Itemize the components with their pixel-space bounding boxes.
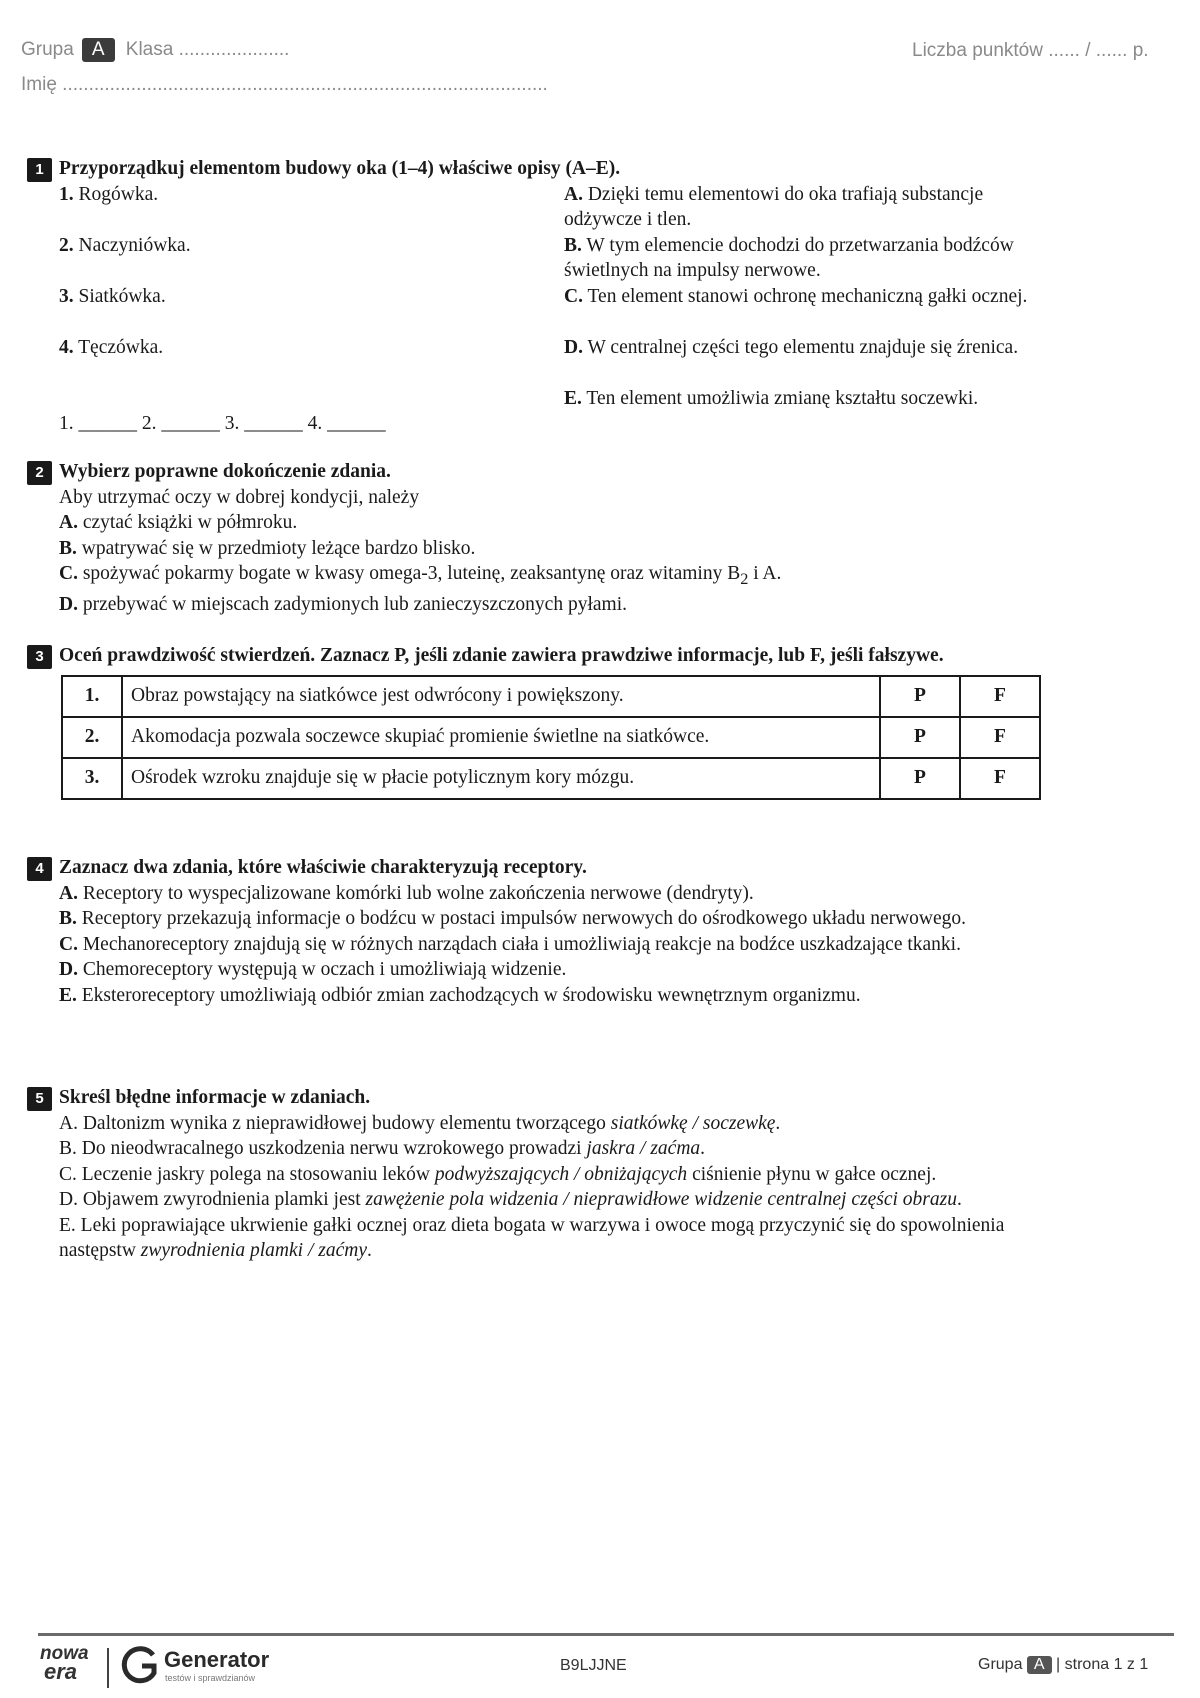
false-option[interactable]: F [960,676,1040,717]
true-option[interactable]: P [880,717,960,758]
option-a[interactable]: A. Receptory to wyspecjalizowane komórki lub wolne zakończenia nerwowe (dendryty). [59,882,754,904]
option-d[interactable]: D. przebywać w miejscach zadymionych lub zanieczyszczonych pyłami. [59,594,627,616]
task-intro: Aby utrzymać oczy w dobrej kondycji, należy [59,486,420,508]
false-option[interactable]: F [960,717,1040,758]
option-e[interactable]: E. Eksteroreceptory umożliwiają odbiór zmian zachodzących w środowisku wewnętrznym organizmu. [59,984,861,1006]
choice-pair[interactable]: siatkówkę / soczewkę [610,1112,776,1134]
element-item: 1. Rogówka. [59,183,159,205]
task-title: Oceń prawdziwość stwierdzeń. Zaznacz P, jeśli zdanie zawiera prawdziwe informacje, lub F, jeśli fałszywe. [59,645,944,666]
sentence-d: D. Objawem zwyrodnienia plamki jest zawężenie pola widzenia / nieprawidłowe widzenie centralnej części obrazu. [59,1189,962,1210]
footer-group-badge: A [1027,1656,1052,1674]
task-number: 3 [27,645,52,669]
sentence-a: A. Daltonizm wynika z nieprawidłowej budowy elementu tworzącego siatkówkę / soczewkę. [59,1112,781,1134]
test-code: B9LJJNE [560,1657,627,1674]
description-item: C. Ten element stanowi ochronę mechaniczną gałki ocznej. [564,285,1028,307]
element-item: 4. Tęczówka. [59,336,164,358]
option-a[interactable]: A. czytać książki w półmroku. [59,512,298,533]
description-item: E. Ten element umożliwia zmianę kształtu soczewki. [564,387,979,409]
row-number: 2. [62,717,122,758]
false-option[interactable]: F [960,758,1040,799]
choice-pair[interactable]: zawężenie pola widzenia / nieprawidłowe widzenie centralnej części obrazu [365,1189,957,1210]
element-item: 3. Siatkówka. [59,285,166,307]
name-field: Imię ............................................................................................ [21,74,548,95]
sentence-c: C. Leczenie jaskry polega na stosowaniu leków podwyższających / obniżających ciśnienie płynu w gałce ocznej. [59,1163,937,1185]
row-number: 1. [62,676,122,717]
task-5 [27,1085,1067,1264]
description-item: A. Dzięki temu elementowi do oka trafiają substancje odżywcze i tlen. [564,183,984,230]
task-number: 1 [27,158,52,182]
class-field: Klasa ..................... [125,39,290,60]
footer-group: Grupa A | strona 1 z 1 [978,1656,1149,1673]
nowa-era-logo: nowa era [40,1643,89,1684]
description-item: B. W tym elemencie dochodzi do przetwarzania bodźców świetlnych na impulsy nerwowe. [564,234,1014,281]
table-row [62,717,1040,758]
element-item: 2. Naczyniówka. [59,234,191,256]
statement: Akomodacja pozwala soczewce skupiać promienie świetlne na siatkówce. [122,717,880,758]
description-item: D. W centralnej części tego elementu znajduje się źrenica. [564,336,1019,358]
generator-logo: Generator testów i sprawdzianów [120,1645,270,1689]
task-2 [27,459,1067,618]
statement: Ośrodek wzroku znajduje się w płacie potylicznym kory mózgu. [122,758,880,799]
true-false-table [61,675,1041,800]
choice-pair[interactable]: jaskra / zaćma [586,1138,701,1159]
option-b[interactable]: B. Receptory przekazują informacje o bodźcu w postaci impulsów nerwowych do ośrodkowego układu nerwowego. [59,908,967,929]
row-number: 3. [62,758,122,799]
task-number: 2 [27,461,52,485]
option-d[interactable]: D. Chemoreceptory występują w oczach i umożliwiają widzenie. [59,959,567,980]
option-b[interactable]: B. wpatrywać się w przedmioty leżące bardzo blisko. [59,537,476,559]
task-number: 5 [27,1087,52,1111]
footer-separator [107,1648,109,1688]
task-title: Skreśl błędne informacje w zdaniach. [59,1087,371,1108]
header-group [21,38,289,62]
page-indicator: | strona 1 z 1 [1056,1656,1149,1673]
true-option[interactable]: P [880,758,960,799]
task-3 [27,643,1067,800]
table-row [62,676,1040,717]
task-1 [27,156,1067,436]
statement: Obraz powstający na siatkówce jest odwrócony i powiększony. [122,676,880,717]
task-title: Zaznacz dwa zdania, które właściwie charakteryzują receptory. [59,857,587,878]
generator-g-icon [120,1645,160,1687]
group-label: Grupa [21,39,74,60]
table-row [62,758,1040,799]
task-title: Przyporządkuj elementom budowy oka (1–4) właściwe opisy (A–E). [59,158,621,179]
task-title: Wybierz poprawne dokończenie zdania. [59,461,391,482]
task-4 [27,855,1067,1008]
points-field: Liczba punktów ...... / ...... p. [912,40,1149,61]
sentence-b: B. Do nieodwracalnego uszkodzenia nerwu wzrokowego prowadzi jaskra / zaćma. [59,1138,706,1159]
sentence-e: E. Leki poprawiające ukrwienie gałki ocznej oraz dieta bogata w warzywa i owoce mogą przyczynić się do spowolnienia następstw zwyrodnienia plamki / zaćmy. [59,1214,1005,1261]
option-c[interactable]: C. Mechanoreceptory znajdują się w różnych narządach ciała i umożliwiają reakcje na bodźce uszkadzające tkanki. [59,933,961,955]
choice-pair[interactable]: zwyrodnienia plamki / zaćmy [140,1240,367,1261]
option-c[interactable]: C. spożywać pokarmy bogate w kwasy omega-3, luteinę, zeaksantynę oraz witaminy $B_2$ i A. [59,563,782,588]
choice-pair[interactable]: podwyższających / obniżających [434,1163,688,1185]
task-number: 4 [27,857,52,881]
footer-divider [38,1633,1174,1636]
true-option[interactable]: P [880,676,960,717]
group-badge: A [82,38,115,62]
answer-blanks[interactable]: 1. ______ 2. ______ 3. ______ 4. ______ [59,412,386,434]
